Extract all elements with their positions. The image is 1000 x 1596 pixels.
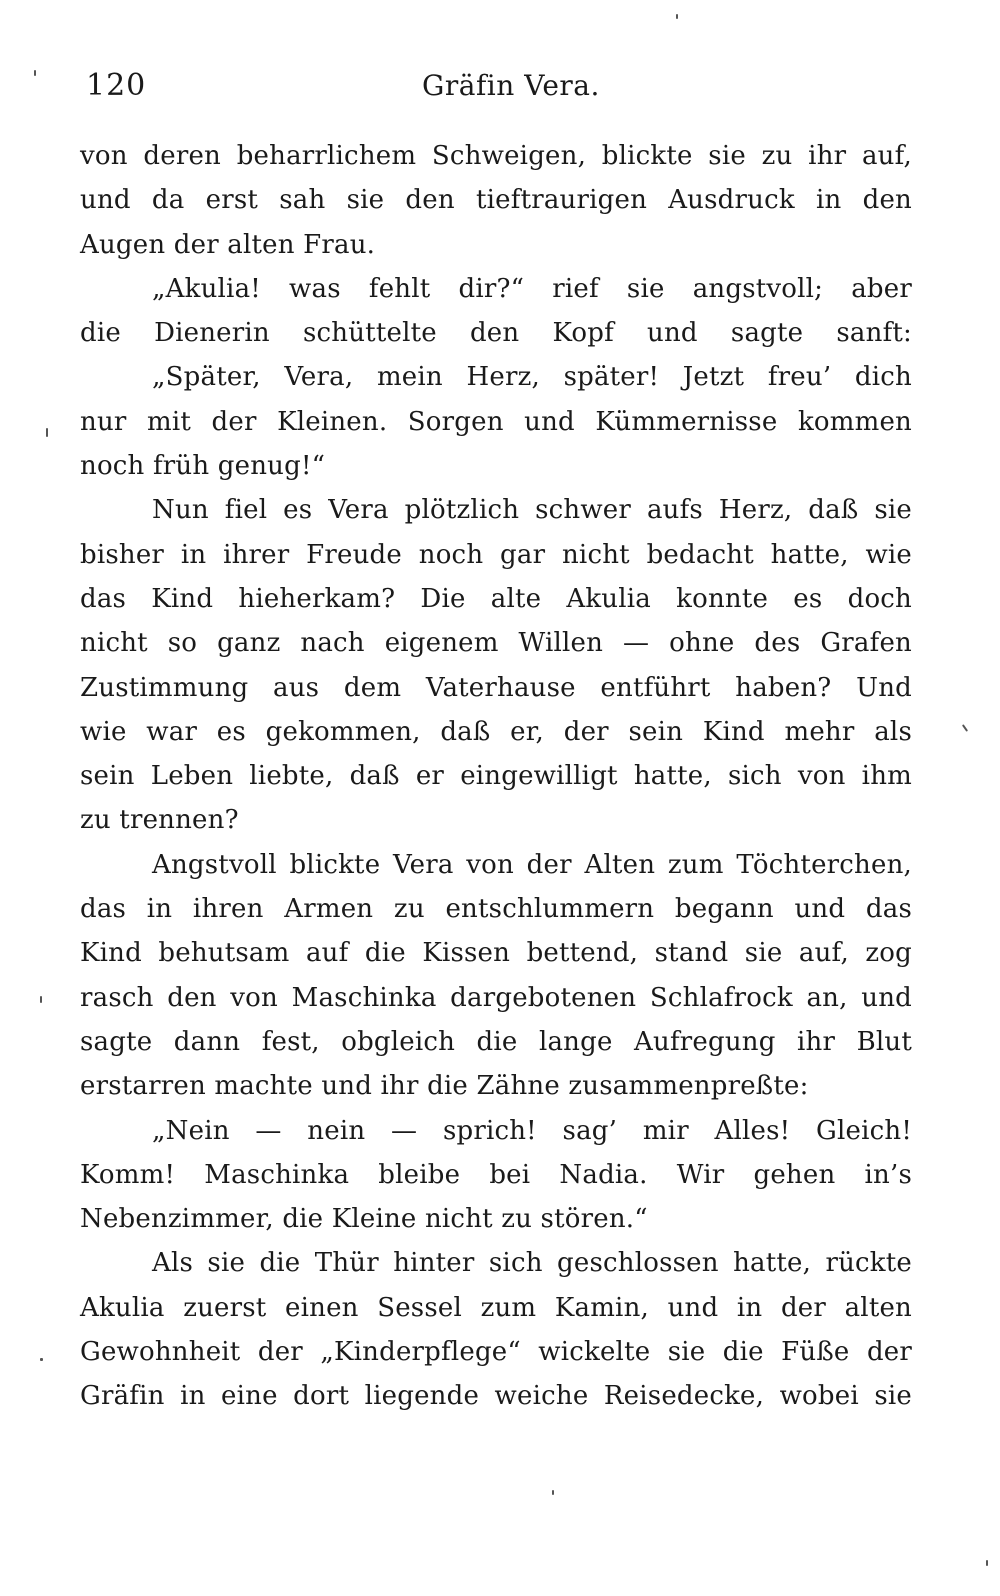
text-line: Kind behutsam auf die Kissen bettend, stand sie auf, zog <box>80 938 912 969</box>
paper-speck <box>962 724 968 732</box>
text-line: bisher in ihrer Freude noch gar nicht bedacht hatte, wie <box>80 539 912 570</box>
text-line: Nun fiel es Vera plötzlich schwer aufs Herz, daß sie <box>152 495 912 526</box>
text-body <box>80 134 912 1419</box>
text-line: rasch den von Maschinka dargebotenen Schlafrock an, und <box>80 982 912 1013</box>
paper-speck <box>552 1490 554 1495</box>
running-title: Gräfin Vera. <box>422 69 600 102</box>
running-head <box>80 66 920 106</box>
text-line: Angstvoll blickte Vera von der Alten zum Töchterchen, <box>152 849 912 880</box>
text-line: noch früh genug!“ <box>80 451 326 482</box>
text-line: sein Leben liebte, daß er eingewilligt hatte, sich von ihm <box>80 761 912 792</box>
text-line: von deren beharrlichem Schweigen, blickte sie zu ihr auf, <box>80 141 912 171</box>
text-line: die Dienerin schüttelte den Kopf und sagte sanft: <box>80 318 912 349</box>
text-line: das Kind hieherkam? Die alte Akulia konnte es doch <box>80 583 912 614</box>
text-line: Akulia zuerst einen Sessel zum Kamin, und in der alten <box>80 1292 912 1323</box>
page-number: 120 <box>86 68 147 103</box>
paper-speck <box>46 428 48 437</box>
text-line: nicht so ganz nach eigenem Willen — ohne des Grafen <box>80 628 912 659</box>
text-line: Komm! Maschinka bleibe bei Nadia. Wir gehen in’s <box>80 1159 912 1190</box>
text-line: wie war es gekommen, daß er, der sein Kind mehr als <box>80 716 912 747</box>
text-line: Augen der alten Frau. <box>80 229 376 260</box>
text-line: „Später, Vera, mein Herz, später! Jetzt freu’ dich <box>152 362 912 393</box>
paper-speck <box>34 70 36 76</box>
text-line: Zustimmung aus dem Vaterhause entführt haben? Und <box>80 672 912 703</box>
text-line: „Nein — nein — sprich! sag’ mir Alles! Gleich! <box>152 1115 912 1146</box>
paper-speck <box>676 14 678 19</box>
text-line: und da erst sah sie den tieftraurigen Ausdruck in den <box>80 185 912 216</box>
text-line: Als sie die Thür hinter sich geschlossen hatte, rückte <box>152 1248 912 1279</box>
text-line: „Akulia! was fehlt dir?“ rief sie angstvoll; aber <box>152 273 912 304</box>
paper-speck <box>986 1560 988 1566</box>
text-line: Nebenzimmer, die Kleine nicht zu stören.“ <box>80 1204 648 1235</box>
text-line: nur mit der Kleinen. Sorgen und Kümmernisse kommen <box>80 406 912 437</box>
text-line: das in ihren Armen zu entschlummern begann und das <box>80 894 912 925</box>
text-line: erstarren machte und ihr die Zähne zusammenpreßte: <box>80 1071 809 1102</box>
text-line: Gewohnheit der „Kinderpflege“ wickelte sie die Füße der <box>80 1337 912 1368</box>
text-line: Gräfin in eine dort liegende weiche Reisedecke, wobei sie <box>80 1381 912 1412</box>
paper-speck <box>40 996 42 1003</box>
text-line: zu trennen? <box>80 805 239 836</box>
paper-speck <box>40 1358 43 1361</box>
text-line: sagte dann fest, obgleich die lange Aufregung ihr Blut <box>80 1026 912 1057</box>
